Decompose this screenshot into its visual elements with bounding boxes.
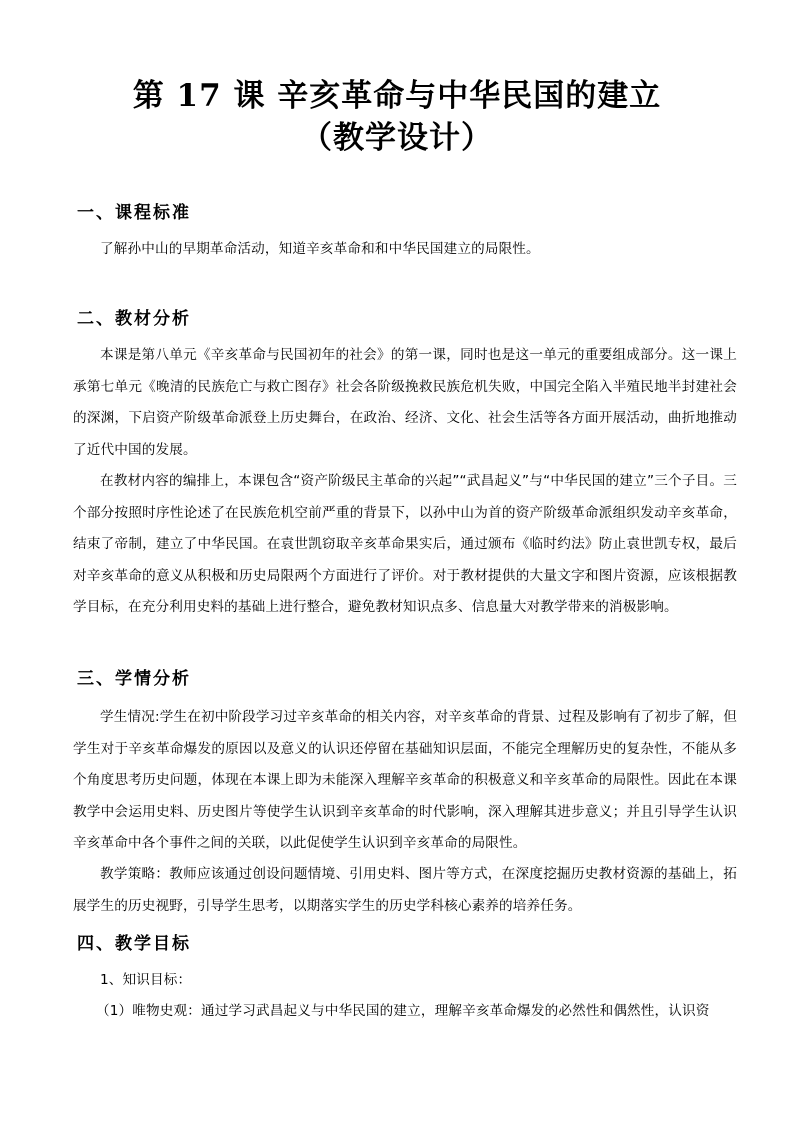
section-heading-learner-analysis: 三、学情分析 <box>77 669 191 689</box>
textbook-analysis-paragraph-2: 在教材内容的编排上，本课包含“资产阶级民主革命的兴起”“武昌起义”与“中华民国的建立”三个子目。三个部分按照时序性论述了在民族危机空前严重的背景下，以孙中山为首的资产阶级革命派组织发动辛亥革命，结束了帝制，建立了中华民国。在袁世凯窃取辛亥革命果实后，通过颁布《临时约法》防止袁世凯专权，最后对辛亥革命的意义从积极和历史局限两个方面进行了评价。对于教材提供的大量文字和图片资源，应该根据教学目标，在充分利用史料的基础上进行整合，避免教材知识点多、信息量大对教学带来的消极影响。 <box>73 473 737 615</box>
section-heading-curriculum-standard: 一、课程标准 <box>77 203 191 223</box>
curriculum-standard-paragraph: 了解孙中山的早期革命活动，知道辛亥革命和和中华民国建立的局限性。 <box>100 241 540 257</box>
section-heading-textbook-analysis: 二、教材分析 <box>77 309 191 329</box>
objective-item-knowledge: 1、知识目标： <box>100 972 192 988</box>
textbook-analysis-paragraph-1: 本课是第八单元《辛亥革命与民国初年的社会》的第一课，同时也是这一单元的重要组成部分。这一课上承第七单元《晚清的民族危亡与救亡图存》社会各阶级挽救民族危机失败，中国完全陷入半殖民地半封建社会的深渊，下启资产阶级革命派登上历史舞台，在政治、经济、文化、社会生活等各方面开展活动，曲折地推动了近代中国的发展。 <box>73 347 737 458</box>
section-heading-teaching-objectives: 四、教学目标 <box>77 934 191 954</box>
learner-analysis-paragraph-2: 教学策略：教师应该通过创设问题情境、引用史料、图片等方式，在深度挖掘历史教材资源的基础上，拓展学生的历史视野，引导学生思考，以期落实学生的历史学科核心素养的培养任务。 <box>73 866 737 914</box>
document-subtitle: （教学设计） <box>301 120 493 156</box>
objective-item-materialism: （1）唯物史观：通过学习武昌起义与中华民国的建立，理解辛亥革命爆发的必然性和偶然性，认识资 <box>96 1003 710 1019</box>
document-title: 第 17 课 辛亥革命与中华民国的建立 <box>132 78 662 114</box>
learner-analysis-paragraph-1: 学生情况:学生在初中阶段学习过辛亥革命的相关内容，对辛亥革命的背景、过程及影响有了初步了解，但学生对于辛亥革命爆发的原因以及意义的认识还停留在基础知识层面，不能完全理解历史的复杂性，不能从多个角度思考历史问题，体现在本课上即为未能深入理解辛亥革命的积极意义和辛亥革命的局限性。因此在本课教学中会运用史料、历史图片等使学生认识到辛亥革命的时代影响，深入理解其进步意义；并且引导学生认识辛亥革命中各个事件之间的关联，以此促使学生认识到辛亥革命的局限性。 <box>73 709 737 851</box>
